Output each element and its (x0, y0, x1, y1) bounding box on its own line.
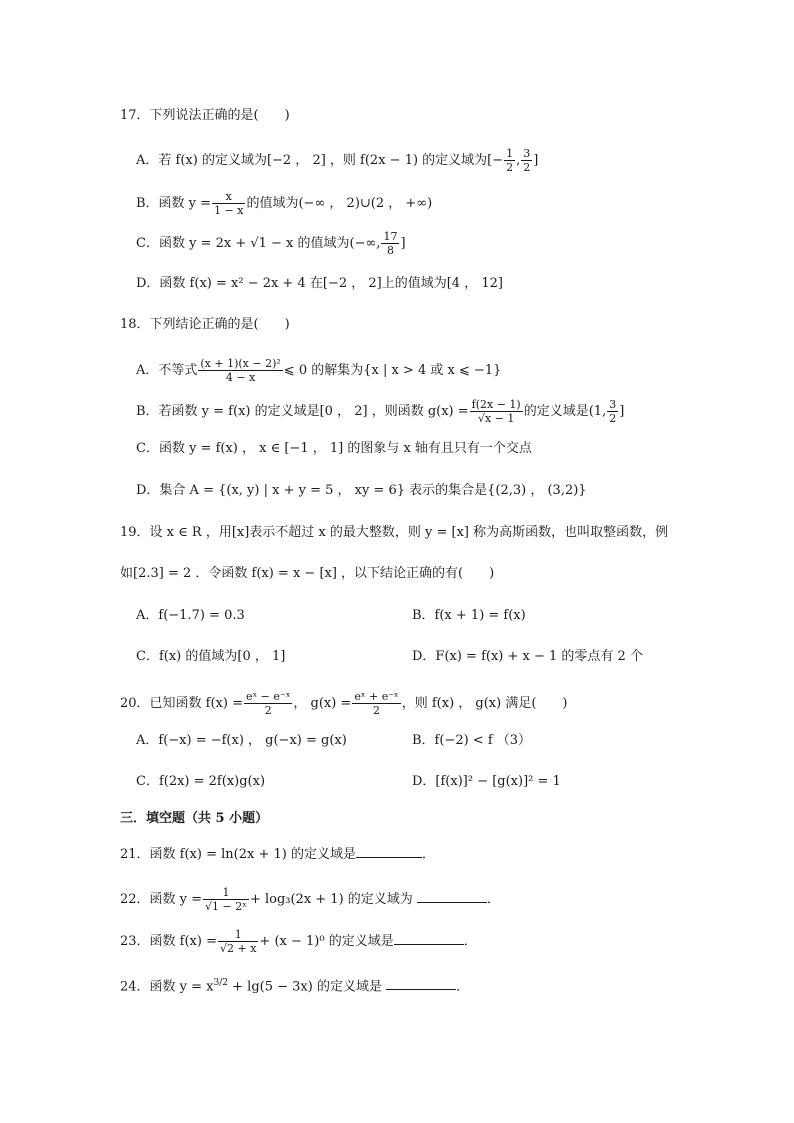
q19-option-c: C．f(x) 的值域为[0 ， 1] (136, 649, 286, 664)
q18-option-a: A．不等式 $\frac{\text{(x + 1)(x − 2)²}}{4 - x}$ ⩽ 0 的解集为{x | x > 4 或 x ⩽ −1} (136, 357, 502, 384)
answer-blank[interactable] (417, 890, 487, 903)
answer-blank[interactable] (356, 845, 422, 858)
q19-option-d: D．F(x) = f(x) + x − 1 的零点有 2 个 (412, 649, 643, 664)
q21: 21．函数 f(x) = ln(2x + 1) 的定义域是 ． (120, 847, 435, 862)
q18-option-d: D．集合 A = {(x, y) | x + y = 5 ， xy = 6} 表示的集合是{(2,3) ， (3,2)} (136, 483, 587, 498)
q20-option-a: A．f(−x) = −f(x) ， g(−x) = g(x) (136, 733, 347, 748)
q22: 22．函数 y = $\frac{1}{\text{√1 − 2ˣ}}$ + log₃(2x + 1) 的定义域为 ． (120, 886, 500, 913)
q18-option-b: B．若函数 y = f(x) 的定义域是[0 ， 2] ，则函数 g(x) = $\frac{f(2x - 1)}{√x - 1}$ 的定义域是(1, $\frac{3}{2}$ ] (136, 398, 625, 425)
q18-option-c: C．函数 y = f(x) ， x ∈ [−1 ， 1] 的图象与 x 轴有且只有一个交点 (136, 441, 532, 456)
q17-stem: 17．下列说法正确的是( ) (120, 108, 290, 123)
q17-option-c: C．函数 y = 2x + √1 − x 的值域为(−∞, $\frac{17}{8}$ ] (136, 230, 406, 257)
q17-option-d: D．函数 f(x) = x² − 2x + 4 在[−2 ， 2]上的值域为[4 ， 12] (136, 276, 503, 291)
q20-option-d: D．[f(x)]² − [g(x)]² = 1 (412, 774, 561, 789)
q19-option-a: A．f(−1.7) = 0.3 (136, 608, 245, 623)
q19-stem-line1: 19．设 x ∈ R ，用[x]表示不超过 x 的最大整数，则 y = [x] 称为高斯函数，也叫取整函数，例 (120, 525, 669, 540)
q23: 23．函数 f(x) = $\frac{1}{√2 + x}$ + (x − 1)⁰ 的定义域是 ． (120, 928, 477, 955)
q17-option-a: A．若 f(x) 的定义域为[−2 ， 2] ，则 f(2x − 1) 的定义域为[− $\frac{1}{2}$ , $\frac{3}{2}$ ] (136, 147, 539, 174)
q24: 24．函数 $y = x^{3/2} + \lg(5 - 3x)$ 的定义域是 ． (120, 978, 470, 995)
q17-option-b: B．函数 y = $\frac{x}{1 - x}$ 的值域为(−∞ ， 2)∪(2 ， +∞) (136, 190, 433, 217)
q20-option-b: B．f(−2) < f （3） (412, 733, 532, 748)
answer-blank[interactable] (394, 932, 464, 945)
q19-stem-line2: 如[2.3] = 2 ．令函数 f(x) = x − [x] ，以下结论正确的有( ) (120, 566, 495, 581)
answer-blank[interactable] (386, 977, 456, 990)
q20-stem: 20．已知函数 f(x) = $\frac{\text{eˣ − e⁻ˣ}}{2}$ ， g(x) = $\frac{\text{eˣ + e⁻ˣ}}{2}$ ，则 f(x) ， g(x) 满足( ) (120, 690, 568, 717)
section-heading: 三．填空题（共 5 小题） (120, 811, 269, 826)
q20-option-c: C．f(2x) = 2f(x)g(x) (136, 774, 266, 789)
q18-stem: 18．下列结论正确的是( ) (120, 317, 290, 332)
q19-option-b: B．f(x + 1) = f(x) (412, 608, 526, 623)
